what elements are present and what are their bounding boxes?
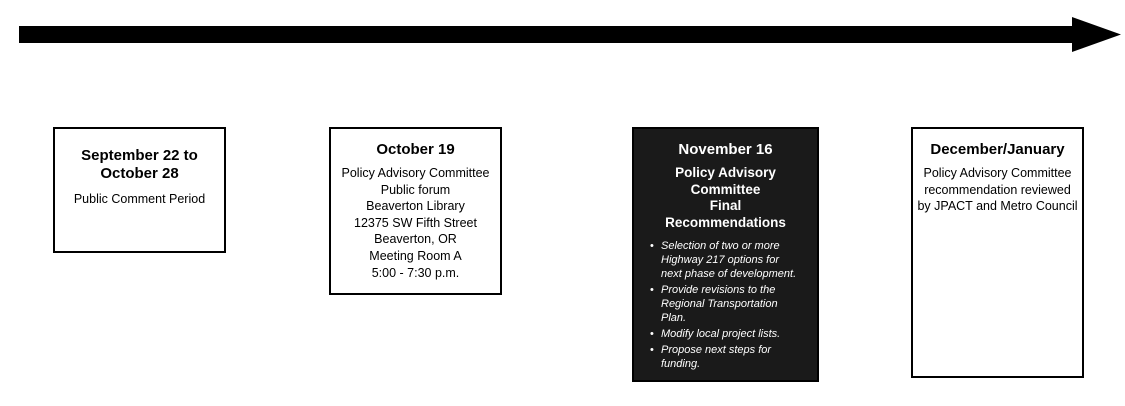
milestone-subtitle (634, 165, 817, 231)
timeline-arrow (0, 0, 1125, 70)
milestone-detail-line: Public forum (380, 182, 451, 197)
milestone-date-line: October 28 (100, 165, 179, 182)
recommendation-line: Plan. (661, 312, 687, 324)
milestone-box-final-recommendations (632, 127, 819, 382)
milestone-detail-line: Public Comment Period (73, 192, 206, 206)
milestone-detail-line: recommendation reviewed (924, 182, 1071, 197)
timeline-arrow-shaft (19, 26, 1075, 43)
milestone-detail-line: Policy Advisory Committee (341, 166, 490, 180)
milestone-detail-line: by JPACT and Metro Council (917, 199, 1078, 214)
milestone-detail-line: Beaverton, OR (374, 232, 457, 247)
milestone-subtitle-line: Recommendations (665, 214, 786, 230)
milestone-detail-line: 5:00 - 7:30 p.m. (371, 265, 460, 280)
milestone-date-line: September 22 to (81, 147, 198, 164)
recommendation-item (650, 283, 811, 325)
milestone-detail-line: Beaverton Library (366, 199, 465, 214)
recommendation-item (650, 343, 811, 371)
recommendation-line: next phase of development. (661, 268, 797, 280)
milestone-detail-line: Policy Advisory Committee (923, 166, 1072, 180)
recommendation-line: Regional Transportation (661, 298, 778, 310)
milestone-box-public-forum (329, 127, 502, 295)
milestone-box-public-comment (53, 127, 226, 253)
milestone-date: October 19 (376, 141, 455, 158)
milestone-detail-line: Meeting Room A (369, 248, 462, 263)
recommendation-line: Modify local project lists. (661, 328, 781, 340)
milestone-subtitle-line: Policy Advisory (675, 165, 776, 180)
recommendation-item (650, 327, 811, 341)
recommendation-line: Provide revisions to the (661, 284, 776, 296)
recommendation-line: Highway 217 options for (661, 254, 780, 266)
milestone-detail-line: 12375 SW Fifth Street (354, 215, 477, 230)
milestone-box-council-review (911, 127, 1084, 378)
recommendation-line: funding. (661, 358, 701, 370)
recommendation-line: Selection of two or more (661, 240, 780, 252)
milestone-date: November 16 (678, 141, 773, 158)
milestone-subtitle-line: Committee (690, 181, 761, 197)
milestone-date: December/January (930, 141, 1065, 158)
recommendation-line: Propose next steps for (661, 344, 772, 356)
milestone-date (55, 147, 224, 183)
milestone-subtitle-line: Final (709, 198, 742, 213)
timeline-arrow-head (1072, 17, 1121, 52)
recommendation-list (634, 239, 817, 371)
recommendation-item (650, 239, 811, 281)
